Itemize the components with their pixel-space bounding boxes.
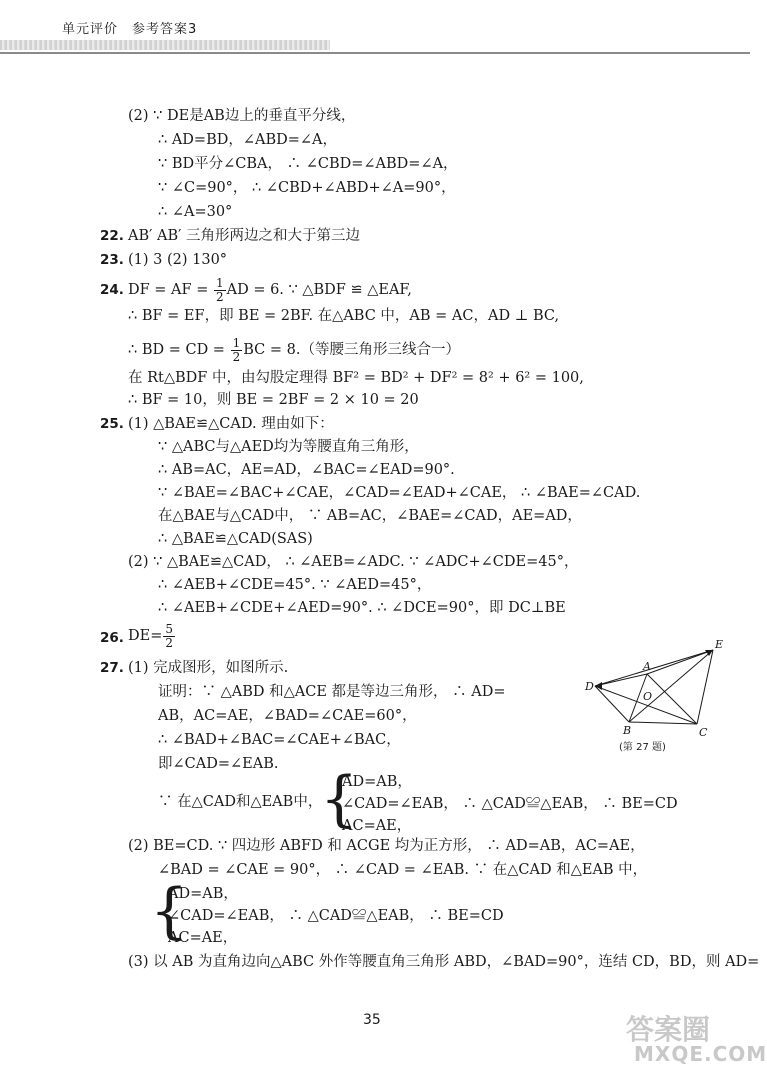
- q24-line-2: ∴ BF = EF，即 BE = 2BF. 在△ABC 中，AB = AC，AD ⊥ BC,: [128, 308, 560, 324]
- q24-line-4: 在 Rt△BDF 中，由勾股定理得 BF² = BD² + DF² = 8² + 6² = 100,: [128, 370, 584, 386]
- fraction: [231, 337, 243, 364]
- q25-line-9: ∴ ∠AEB+∠CDE+∠AED=90°. ∴ ∠DCE=90°，即 DC⊥BE: [158, 600, 566, 616]
- q24-line-1-start: DF = AF =: [128, 282, 213, 298]
- q27-line-2: 证明：∵ △ABD 和△ACE 都是等边三角形， ∴ AD=: [158, 684, 506, 700]
- segment-AC: [647, 674, 697, 724]
- q27-figure: [585, 638, 725, 768]
- q21-line-5: ∴ ∠A=30°: [158, 204, 233, 220]
- q25-number: 25.: [100, 416, 124, 432]
- fraction-denominator: 2: [215, 289, 224, 304]
- segment-DB: [595, 686, 629, 722]
- system-row-1: AD=AB，: [342, 774, 412, 790]
- q27-line-8: ∠BAD = ∠CAE = 90°， ∴ ∠CAD = ∠EAB. ∵ 在△CAD 和△EAB 中，: [158, 862, 648, 878]
- q25-line-7: (2) ∵ △BAE≌△CAD， ∴ ∠AEB=∠ADC. ∵ ∠ADC+∠CDE=45°，: [128, 554, 579, 570]
- q25-line-4: ∵ ∠BAE=∠BAC+∠CAE，∠CAD=∠EAD+∠CAE， ∴ ∠BAE=∠CAD.: [158, 485, 641, 501]
- segment-DA: [595, 674, 647, 686]
- q23-number: 23.: [100, 252, 124, 268]
- figure-caption: (第 27 题): [619, 742, 666, 753]
- q24-line-3-end: BC = 8.（等腰三角形三线合一）: [243, 342, 460, 358]
- q26-answer: [128, 618, 176, 654]
- header-title: 单元评价 参考答案3: [62, 22, 198, 37]
- q27-line-4: ∴ ∠BAD+∠BAC=∠CAE+∠BAC，: [158, 732, 401, 748]
- label-E: E: [715, 638, 724, 651]
- label-O: O: [643, 690, 653, 703]
- fraction-denominator: 2: [165, 635, 174, 650]
- system-row-2: ∠CAD=∠EAB， ∴ △CAD≌△EAB， ∴ BE=CD: [342, 796, 678, 812]
- fraction: [214, 277, 226, 304]
- header-decorative-band: [0, 40, 330, 50]
- q27-line-7: (2) BE=CD. ∵ 四边形 ABFD 和 ACGE 均为正方形， ∴ AD=AB，AC=AE，: [128, 838, 645, 854]
- q24-number: 24.: [100, 282, 124, 298]
- q27-line-5: 即∠CAD=∠EAB.: [158, 756, 279, 772]
- left-brace: {: [150, 876, 189, 946]
- fraction-numerator: 1: [232, 335, 241, 350]
- q27-number: 27.: [100, 660, 124, 676]
- q25-line-1: (1) △BAE≌△CAD. 理由如下：: [128, 416, 334, 432]
- system-row-1: AD=AB，: [168, 886, 238, 902]
- q25-line-8: ∴ ∠AEB+∠CDE=45°. ∵ ∠AED=45°，: [158, 577, 432, 593]
- watermark-bottom-text: MXQE.COM: [634, 1042, 767, 1066]
- q24-line-3: [128, 332, 460, 368]
- q23-answer: (1) 3 (2) 130°: [128, 252, 228, 268]
- q25-line-5: 在△BAE与△CAD中， ∵ AB=AC，∠BAE=∠CAD，AE=AD，: [158, 508, 582, 524]
- label-B: B: [623, 724, 632, 737]
- q27-line-1: (1) 完成图形，如图所示.: [128, 660, 289, 676]
- page-header: [0, 0, 750, 60]
- watermark-logo: [626, 1008, 767, 1068]
- q24-line-5: ∴ BF = 10，则 BE = 2BF = 2 × 10 = 20: [128, 392, 419, 408]
- segment-BC: [629, 722, 697, 724]
- geometry-diagram: [585, 638, 725, 768]
- segment-BE: [629, 650, 713, 722]
- q25-line-2: ∵ △ABC与△AED均为等腰直角三角形，: [158, 439, 419, 455]
- fraction: [163, 623, 175, 650]
- q25-line-6: ∴ △BAE≌△CAD(SAS): [158, 531, 313, 547]
- fraction-denominator: 2: [232, 349, 241, 364]
- watermark-top-text: 答案圈: [626, 1013, 711, 1046]
- q21-line-2: ∴ AD=BD，∠ABD=∠A，: [158, 132, 338, 148]
- q22-number: 22.: [100, 228, 124, 244]
- arrowhead-D: [595, 682, 602, 690]
- label-C: C: [699, 726, 708, 739]
- q21-line-4: ∵ ∠C=90°， ∴ ∠CBD+∠ABD+∠A=90°，: [158, 180, 456, 196]
- header-rule: [0, 52, 750, 54]
- fraction-numerator: 5: [165, 621, 174, 636]
- q24-line-1: [128, 272, 412, 308]
- q27-line-3: AB，AC=AE，∠BAD=∠CAE=60°，: [158, 708, 417, 724]
- label-A: A: [643, 660, 651, 673]
- q21-line-1: (2) ∵ DE是AB边上的垂直平分线，: [128, 108, 356, 124]
- segment-AE: [647, 650, 713, 674]
- q21-line-3: ∵ BD平分∠CBA， ∴ ∠CBD=∠ABD=∠A，: [158, 156, 458, 172]
- page-number: 35: [363, 1012, 381, 1028]
- q27-line-9: (3) 以 AB 为直角边向△ABC 外作等腰直角三角形 ABD，∠BAD=90°，连结 CD，BD，则 AD=: [128, 954, 760, 970]
- q24-line-1-end: AD = 6. ∵ △BDF ≌ △EAF,: [226, 282, 412, 298]
- q22-answer: AB′ AB′ 三角形两边之和大于第三边: [128, 228, 361, 244]
- fraction-numerator: 1: [215, 275, 224, 290]
- q26-answer-start: DE=: [128, 628, 163, 644]
- label-D: D: [585, 680, 594, 693]
- q26-number: 26.: [100, 630, 124, 646]
- system-row-2: ∠CAD=∠EAB， ∴ △CAD≌△EAB， ∴ BE=CD: [168, 908, 504, 924]
- q24-line-3-start: ∴ BD = CD =: [128, 342, 230, 358]
- system-row-3: AC=AE，: [342, 818, 412, 834]
- left-brace: {: [320, 764, 359, 834]
- system-row-3: AC=AE，: [168, 930, 238, 946]
- q27-line-6: ∵ 在△CAD和△EAB中，: [158, 794, 323, 810]
- q25-line-3: ∴ AB=AC，AE=AD，∠BAC=∠EAD=90°.: [158, 462, 455, 478]
